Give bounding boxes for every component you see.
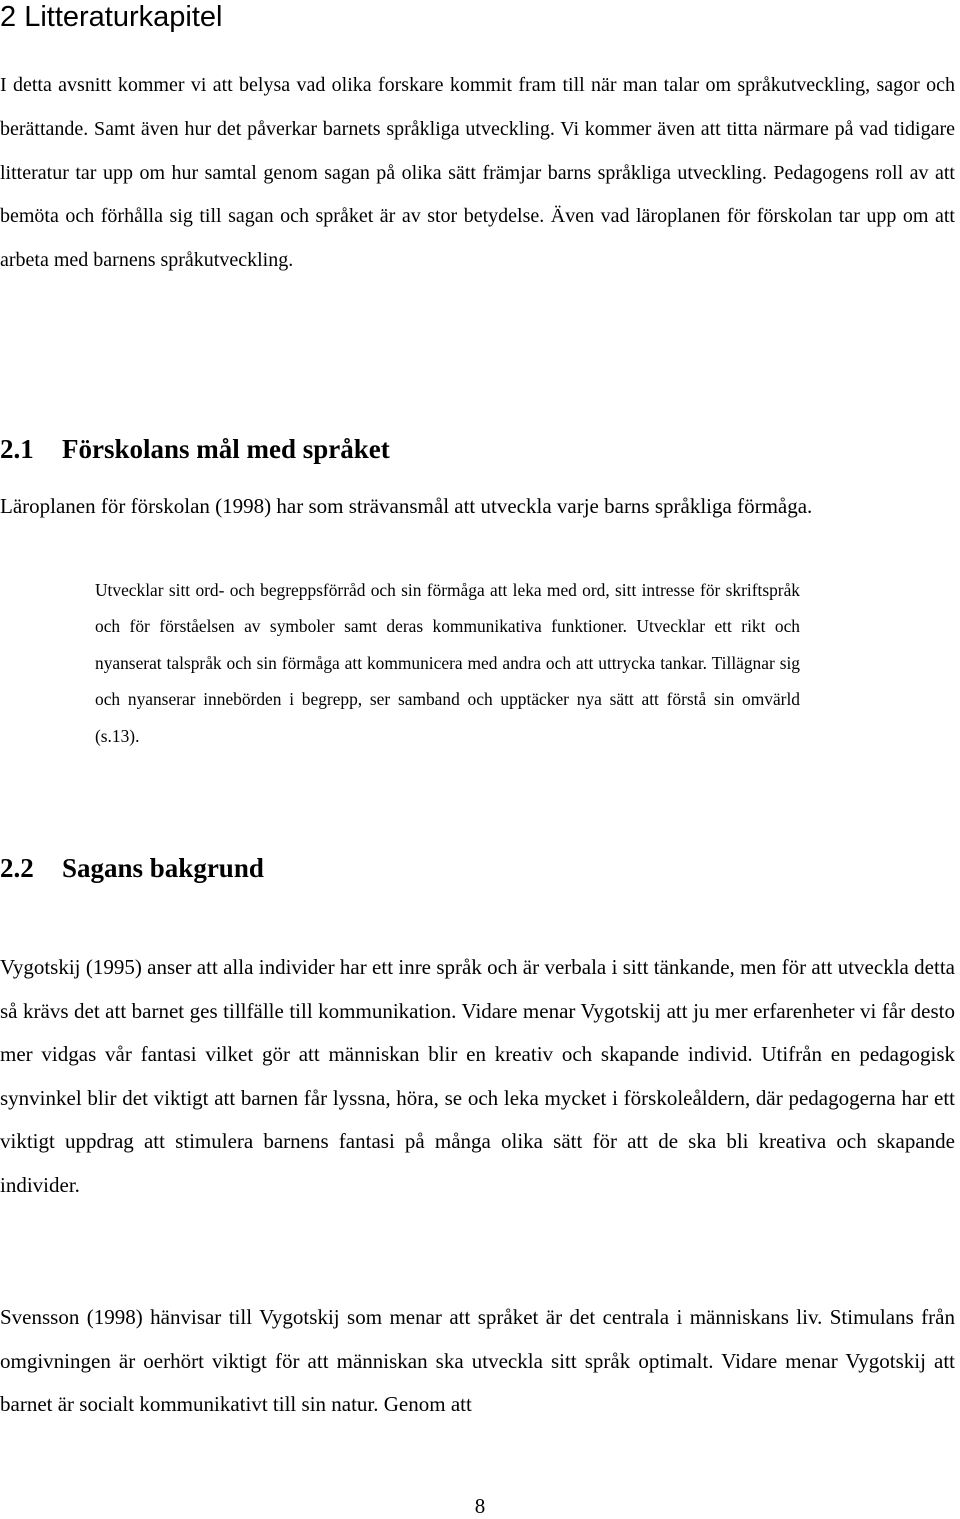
curriculum-quote: Utvecklar sitt ord- och begreppsförråd och sin förmåga att leka med ord, sitt intresse för skriftspråk och för förståelsen av symboler samt deras kommunikativa funktioner. Utvecklar ett rikt och nyanserat talspråk och sin förmåga att kommunicera med andra och att uttrycka tankar. Tillägnar sig och nyanserar innebörden i begrepp, ser samband och upptäcker nya sätt att förstå sin omvärld (s.13). xyxy=(95,580,800,746)
section-2-2-paragraph-1: Vygotskij (1995) anser att alla individer har ett inre språk och är verbala i sitt tänkande, men för att utveckla detta så krävs det att barnet ges tillfälle till kommunikation. Vidare menar Vygotskij att ju mer erfarenheter vi får desto mer vidgas vår fantasi vilket gör att människan blir en kreativ och skapande individ. Utifrån en pedagogisk synvinkel blir det viktigt att barnen får lyssna, höra, se och leka mycket i förskoleåldern, där pedagogerna har ett viktigt uppdrag att stimulera barnens fantasi på många olika sätt för att de ska bli kreativa och skapande individer. xyxy=(0,955,955,1197)
section-2-1-heading xyxy=(0,433,390,465)
chapter-title: Litteraturkapitel xyxy=(24,1,223,33)
chapter-intro-paragraph: I detta avsnitt kommer vi att belysa vad olika forskare kommit fram till när man talar om språkutveckling, sagor och berättande. Samt även hur det påverkar barnets språkliga utveckling. Vi kommer även att titta närmare på vad tidigare litteratur tar upp om hur samtal genom sagan på olika sätt främjar barns språkliga utveckling. Pedagogens roll av att bemöta och förhålla sig till sagan och språket är av stor betydelse. Även vad läroplanen för förskolan tar upp om att arbeta med barnens språkutveckling. xyxy=(0,74,955,272)
page-number: 8 xyxy=(474,1494,486,1518)
section-2-1-paragraph: Läroplanen för förskolan (1998) har som strävansmål att utveckla varje barns språkliga förmåga. xyxy=(0,494,813,518)
chapter-heading xyxy=(0,0,222,34)
section-2-2-paragraph-2: Svensson (1998) hänvisar till Vygotskij som menar att språket är det centrala i människans liv. Stimulans från omgivningen är oerhört viktigt för att människan ska utveckla sitt språk optimalt. Vidare menar Vygotskij att barnet är socialt kommunikativt till sin natur. Genom att xyxy=(0,1305,955,1417)
section-2-2-number: 2.2 xyxy=(0,853,34,883)
section-2-1-title: Förskolans mål med språket xyxy=(62,434,390,464)
section-2-1-number: 2.1 xyxy=(0,434,34,464)
section-2-2-title: Sagans bakgrund xyxy=(62,853,264,883)
section-2-2-heading xyxy=(0,852,264,884)
chapter-number: 2 xyxy=(0,1,17,33)
